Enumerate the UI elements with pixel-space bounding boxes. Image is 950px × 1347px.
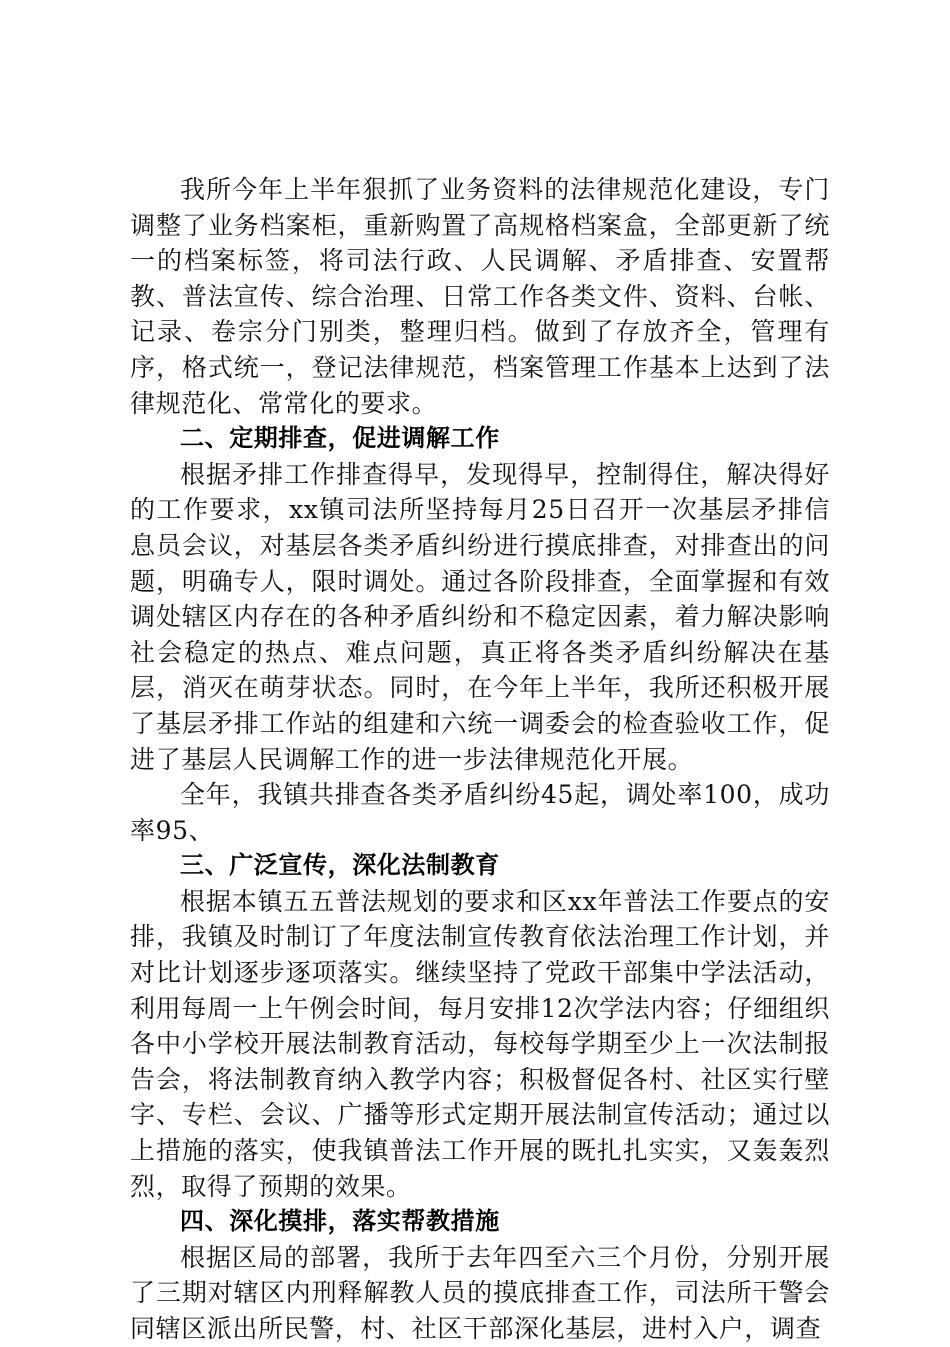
- paragraph-annual-statistics: 全年，我镇共排查各类矛盾纠纷45起，调处率100，成功率95、: [130, 780, 830, 845]
- paragraph-legal-education: 根据本镇五五普法规划的要求和区xx年普法工作要点的安排，我镇及时制订了年度法制宣传教育依法治理工作计划，并对比计划逐步逐项落实。继续坚持了党政干部集中学法活动，利用每周一上午例会时间，每月安排12次学法内容；仔细组织各中小学校开展法制教育活动，每校每学期至少上一次法制报告会，将法制教育纳入教学内容；积极督促各村、社区实行壁字、专栏、会议、广播等形式定期开展法制宣传活动；通过以上措施的落实，使我镇普法工作开展的既扎扎实实，又轰轰烈烈，取得了预期的效果。: [130, 886, 830, 1201]
- paragraph-dispute-investigation: 根据矛排工作排查得早，发现得早，控制得住，解决得好的工作要求，xx镇司法所坚持每月25日召开一次基层矛排信息员会议，对基层各类矛盾纠纷进行摸底排查，对排查出的问题，明确专人，限时调处。通过各阶段排查，全面掌握和有效调处辖区内存在的各种矛盾纠纷和不稳定因素，着力解决影响社会稳定的热点、难点问题，真正将各类矛盾纠纷解决在基层，消灭在萌芽状态。同时，在今年上半年，我所还积极开展了基层矛排工作站的组建和六统一调委会的检查验收工作，促进了基层人民调解工作的进一步法律规范化开展。: [130, 459, 830, 774]
- section-heading-4: 四、深化摸排，落实帮教措施: [180, 1207, 500, 1236]
- paragraph-archive-standardization: 我所今年上半年狠抓了业务资料的法律规范化建设，专门调整了业务档案柜，重新购置了高规格档案盒，全部更新了统一的档案标签，将司法行政、人民调解、矛盾排查、安置帮教、普法宣传、综合治理、日常工作各类文件、资料、台帐、记录、卷宗分门别类，整理归档。做到了存放齐全，管理有序，格式统一，登记法律规范，档案管理工作基本上达到了法律规范化、常常化的要求。: [130, 175, 830, 418]
- section-heading-3: 三、广泛宣传，深化法制教育: [180, 851, 500, 880]
- document-body: [130, 172, 830, 1347]
- section-heading-2: 二、定期排查，促进调解工作: [180, 424, 500, 453]
- paragraph-assistance-measures: 根据区局的部署，我所于去年四至六三个月份，分别开展了三期对辖区内刑释解教人员的摸底排查工作，司法所干警会同辖区派出所民警，村、社区干部深化基层，进村入户，调查: [130, 1242, 830, 1343]
